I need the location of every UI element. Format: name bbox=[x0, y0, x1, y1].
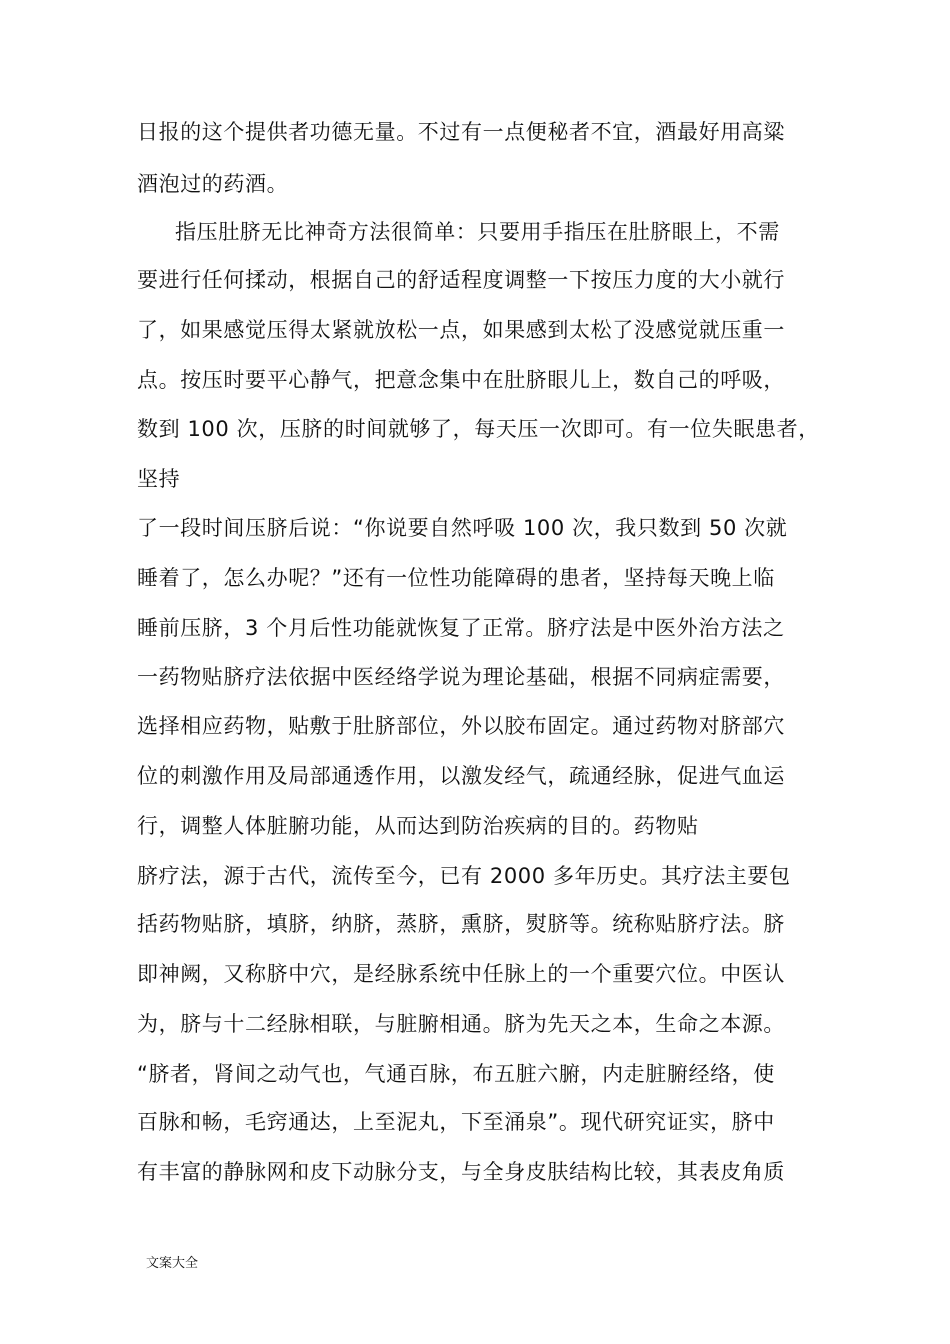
text-line: 了一段时间压脐后说：“你说要自然呼吸 100 次，我只数到 50 次就 bbox=[137, 516, 788, 540]
text-line: 日报的这个提供者功德无量。不过有一点便秘者不宜，酒最好用高粱 bbox=[137, 120, 785, 144]
text-line: 指压肚脐无比神奇方法很简单：只要用手指压在肚脐眼上，不需 bbox=[175, 220, 780, 244]
text-line: 百脉和畅，毛窍通达，上至泥丸，下至涌泉”。现代研究证实，脐中 bbox=[137, 1110, 775, 1134]
text-line: 选择相应药物，贴敷于肚脐部位，外以胶布固定。通过药物对脐部穴 bbox=[137, 714, 785, 738]
text-line: 数到 100 次，压脐的时间就够了，每天压一次即可。有一位失眠患者， bbox=[137, 417, 820, 441]
text-line: 要进行任何揉动，根据自己的舒适程度调整一下按压力度的大小就行 bbox=[137, 268, 785, 292]
text-line: 行，调整人体脏腑功能，从而达到防治疾病的目的。药物贴 bbox=[137, 814, 699, 838]
text-line: 了，如果感觉压得太紧就放松一点，如果感到太松了没感觉就压重一 bbox=[137, 318, 785, 342]
text-line: 有丰富的静脉网和皮下动脉分支，与全身皮肤结构比较，其表皮角质 bbox=[137, 1160, 785, 1184]
text-line: 坚持 bbox=[137, 467, 181, 491]
text-line: 位的刺激作用及局部通透作用，以激发经气，疏通经脉，促进气血运 bbox=[137, 764, 785, 788]
text-line: 酒泡过的药酒。 bbox=[137, 172, 289, 196]
text-line: “脐者，肾间之动气也，气通百脉，布五脏六腑，内走脏腑经络，使 bbox=[137, 1062, 775, 1086]
text-line: 一药物贴脐疗法依据中医经络学说为理论基础，根据不同病症需要， bbox=[137, 665, 785, 689]
text-line: 即神阙，又称脐中穴，是经脉系统中任脉上的一个重要穴位。中医认 bbox=[137, 962, 785, 986]
text-line: 脐疗法，源于古代，流传至今，已有 2000 多年历史。其疗法主要包 bbox=[137, 864, 791, 888]
text-line: 点。按压时要平心静气，把意念集中在肚脐眼儿上，数自己的呼吸， bbox=[137, 368, 785, 392]
text-line: 睡前压脐，3 个月后性功能就恢复了正常。脐疗法是中医外治方法之 bbox=[137, 616, 785, 640]
text-line: 括药物贴脐，填脐，纳脐，蒸脐，熏脐，熨脐等。统称贴脐疗法。脐 bbox=[137, 912, 785, 936]
text-line: 睡着了，怎么办呢？”还有一位性功能障碍的患者，坚持每天晚上临 bbox=[137, 566, 775, 590]
footer-label: 文案大全 bbox=[146, 1256, 199, 1271]
text-line: 为，脐与十二经脉相联，与脏腑相通。脐为先天之本，生命之本源。 bbox=[137, 1012, 785, 1036]
